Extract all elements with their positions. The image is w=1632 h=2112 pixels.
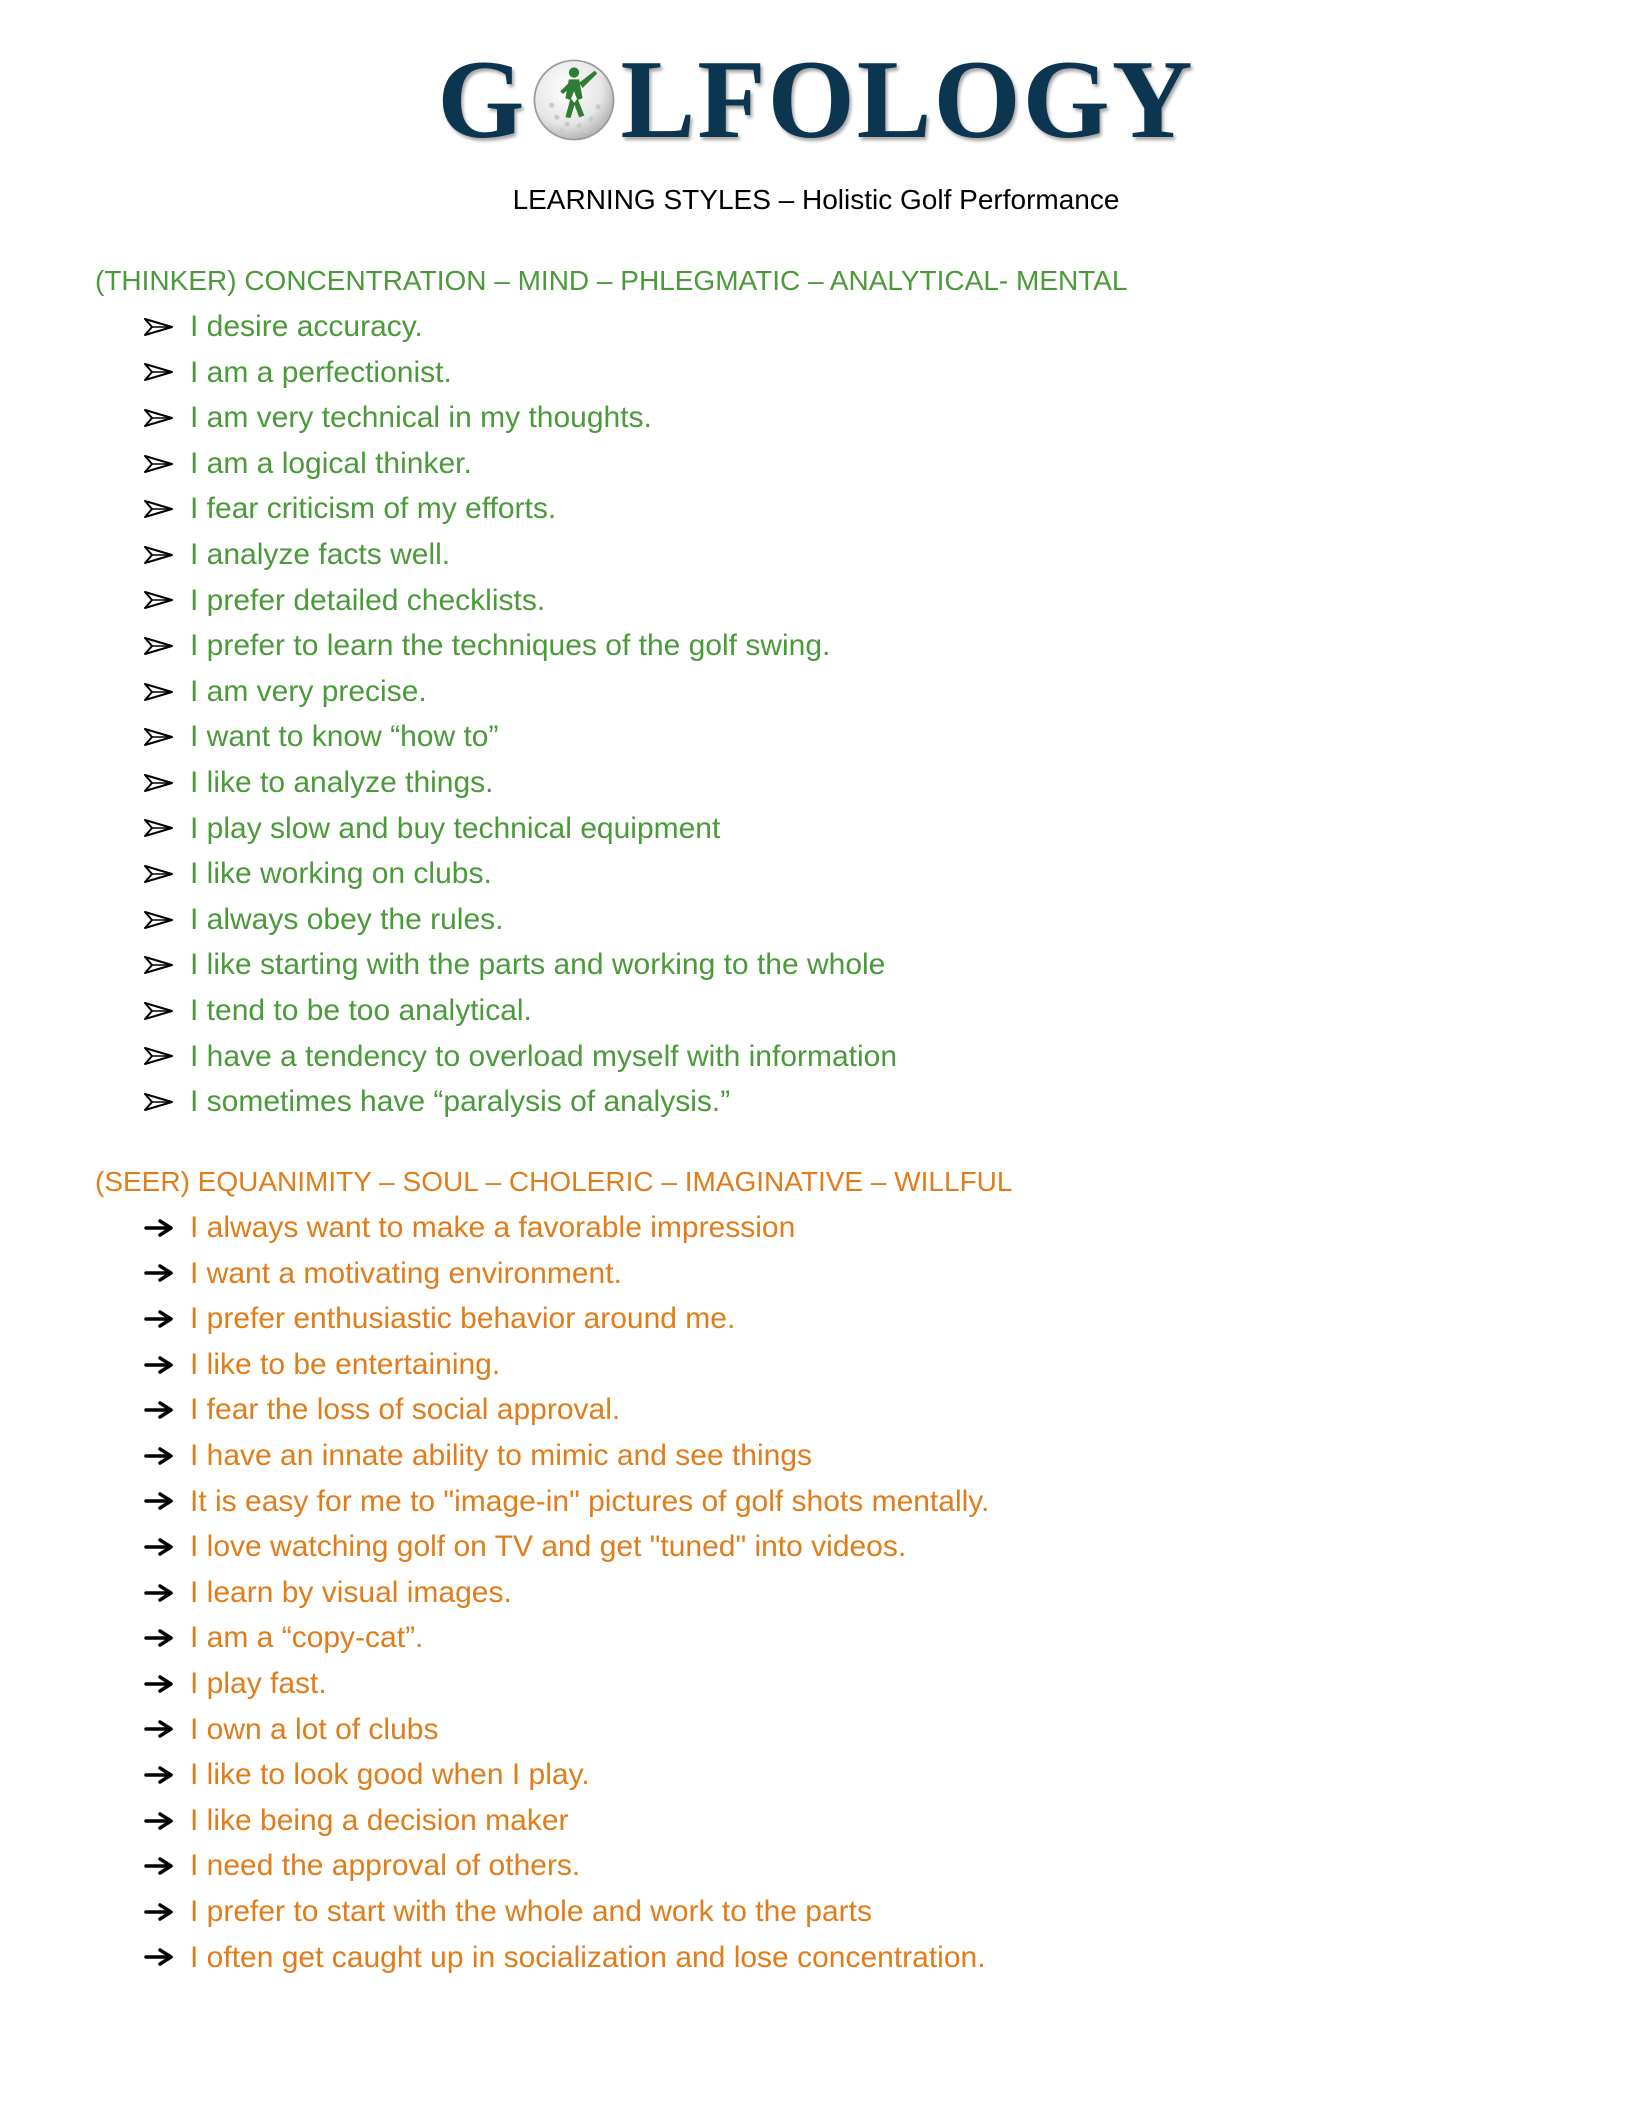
arrowhead-bullet-icon [144, 760, 176, 806]
right-arrow-bullet-icon [144, 1205, 176, 1251]
thinker-section-heading: (THINKER) CONCENTRATION – MIND – PHLEGMATIC – ANALYTICAL- MENTAL [95, 265, 1128, 296]
arrowhead-bullet-icon [144, 623, 176, 669]
right-arrow-bullet-icon [144, 1479, 176, 1525]
right-arrow-bullet-icon [144, 1342, 176, 1388]
right-arrow-bullet-icon [144, 1433, 176, 1479]
arrowhead-bullet-icon [144, 851, 176, 897]
arrowhead-bullet-icon [144, 1079, 176, 1125]
arrowhead-bullet-icon [144, 486, 176, 532]
arrowhead-bullet-icon [144, 350, 176, 396]
golfer-ball-icon [531, 57, 617, 143]
right-arrow-bullet-icon [144, 1661, 176, 1707]
arrowhead-bullet-icon [144, 714, 176, 760]
arrowhead-bullet-icon [144, 441, 176, 487]
logo-text-end: LFOLOGY [620, 38, 1195, 162]
arrowhead-bullet-icon [144, 806, 176, 852]
right-arrow-bullet-icon [144, 1296, 176, 1342]
page-subtitle: LEARNING STYLES – Holistic Golf Performance [512, 184, 1120, 215]
right-arrow-bullet-icon [144, 1707, 176, 1753]
seer-section-heading: (SEER) EQUANIMITY – SOUL – CHOLERIC – IMAGINATIVE – WILLFUL [95, 1166, 1013, 1197]
arrowhead-bullet-icon [144, 395, 176, 441]
logo-text-start: G [437, 38, 527, 162]
logo-wordmark [437, 38, 1195, 162]
right-arrow-bullet-icon [144, 1524, 176, 1570]
right-arrow-bullet-icon [144, 1387, 176, 1433]
arrowhead-bullet-icon [144, 578, 176, 624]
right-arrow-bullet-icon [144, 1615, 176, 1661]
arrowhead-bullet-icon [144, 1034, 176, 1080]
right-arrow-bullet-icon [144, 1570, 176, 1616]
right-arrow-bullet-icon [144, 1843, 176, 1889]
right-arrow-bullet-icon [144, 1752, 176, 1798]
arrowhead-bullet-icon [144, 942, 176, 988]
right-arrow-bullet-icon [144, 1251, 176, 1297]
arrowhead-bullet-icon [144, 532, 176, 578]
arrowhead-bullet-icon [144, 669, 176, 715]
right-arrow-bullet-icon [144, 1798, 176, 1844]
right-arrow-bullet-icon [144, 1935, 176, 1981]
arrowhead-bullet-icon [144, 304, 176, 350]
right-arrow-bullet-icon [144, 1889, 176, 1935]
arrowhead-bullet-icon [144, 988, 176, 1034]
golfology-logo [0, 40, 1632, 160]
arrowhead-bullet-icon [144, 897, 176, 943]
